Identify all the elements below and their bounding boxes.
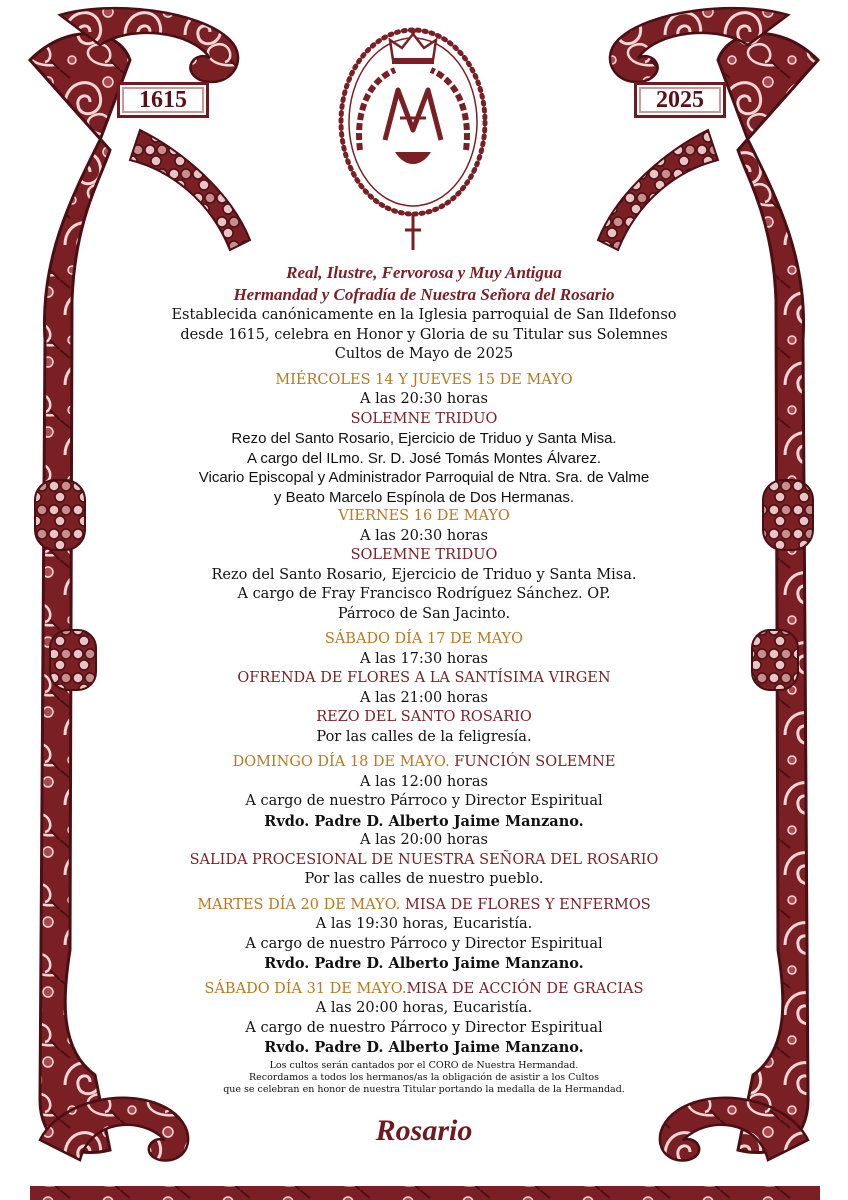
event-heading: [150, 896, 698, 916]
cross-icon: [405, 214, 421, 250]
event-date: MARTES DÍA 20 DE MAYO.: [197, 896, 401, 913]
event-time: A las 20:30 horas: [360, 391, 488, 407]
event-time: A las 20:00 horas, Eucaristía.: [315, 1000, 533, 1016]
event-date: SÁBADO DÍA 17 DE MAYO: [324, 631, 524, 647]
event-detail: Rezo del Santo Rosario, Ejercicio de Triduo y Santa Misa.: [211, 566, 637, 583]
event-title: FUNCIÓN SOLEMNE: [449, 754, 616, 770]
event-detail: Por las calles de nuestro pueblo.: [304, 871, 544, 887]
brotherhood-title-line-1: Real, Ilustre, Fervorosa y Muy Antigua: [286, 263, 562, 282]
event-detail: Rezo del Santo Rosario, Ejercicio de Triduo y Santa Misa.: [231, 430, 617, 447]
event-detail: A cargo de nuestro Párroco y Director Espiritual: [245, 935, 603, 952]
event-time: A las 17:30 horas: [360, 650, 488, 667]
event-time: A las 19:30 horas, Eucaristía.: [315, 916, 533, 932]
event-title: SOLEMNE TRIDUO: [350, 410, 498, 427]
event-detail: Por las calles de la feligresía.: [316, 728, 532, 745]
event-detail: A cargo del ILmo. Sr. D. José Tomás Montes Álvarez.: [246, 449, 602, 467]
event-heading: [150, 980, 698, 1000]
footnote-line: Los cultos serán cantados por el CORO de Nuestra Hermandad.: [269, 1059, 579, 1071]
worship-schedule: [150, 262, 698, 1096]
event-detail: A cargo de Fray Francisco Rodríguez Sánchez. OP.: [237, 586, 611, 602]
event-title: MISA DE FLORES Y ENFERMOS: [400, 896, 651, 913]
event-date: DOMINGO DÍA 18 DE MAYO.: [232, 754, 450, 770]
event-time: A las 12:00 horas: [360, 773, 488, 790]
celebrant-name: Rvdo. Padre D. Alberto Jaime Manzano.: [264, 812, 584, 830]
event-date: VIERNES 16 DE MAYO: [338, 508, 510, 524]
celebrant-name: Rvdo. Padre D. Alberto Jaime Manzano.: [264, 955, 584, 972]
brotherhood-title-line-2: Hermandad y Cofradía de Nuestra Señora del Rosario: [233, 285, 615, 304]
event-time: A las 21:00 horas: [360, 689, 488, 706]
celebrant-name: Rvdo. Padre D. Alberto Jaime Manzano.: [264, 1039, 584, 1056]
event-title: REZO DEL SANTO ROSARIO: [316, 709, 532, 725]
event-title: OFRENDA DE FLORES A LA SANTÍSIMA VIRGEN: [237, 670, 611, 686]
event-heading: [150, 753, 698, 773]
event-title: SALIDA PROCESIONAL DE NUESTRA SEÑORA DEL ROSARIO: [189, 851, 659, 868]
year-current-plaque: 2025: [634, 82, 726, 118]
event-title: SOLEMNE TRIDUO: [350, 547, 498, 563]
event-title: MISA DE ACCIÓN DE GRACIAS: [406, 980, 644, 997]
event-time: A las 20:30 horas: [360, 527, 488, 544]
footnote-line: Recordamos a todos los hermanos/as la obligación de asistir a los Cultos: [248, 1071, 600, 1083]
intro-line: Cultos de Mayo de 2025: [334, 346, 514, 362]
event-detail: A cargo de nuestro Párroco y Director Espiritual: [245, 1019, 603, 1036]
rosario-signature: Rosario: [375, 1114, 473, 1147]
event-detail: Párroco de San Jacinto.: [337, 605, 511, 622]
event-time: A las 20:00 horas: [360, 832, 488, 848]
event-date: MIÉRCOLES 14 Y JUEVES 15 DE MAYO: [275, 371, 573, 388]
intro-line: desde 1615, celebra en Honor y Gloria de su Titular sus Solemnes: [180, 326, 668, 343]
event-date: SÁBADO DÍA 31 DE MAYO.: [204, 980, 407, 997]
year-founded-plaque: 1615: [117, 82, 209, 118]
event-detail: A cargo de nuestro Párroco y Director Espiritual: [245, 793, 603, 809]
footnote-line: que se celebran en honor de nuestra Titular portando la medalla de la Hermandad.: [223, 1083, 625, 1095]
event-detail: Vicario Episcopal y Administrador Parroquial de Ntra. Sra. de Valme: [198, 469, 650, 486]
event-detail: y Beato Marcelo Espínola de Dos Hermanas.: [273, 488, 575, 506]
intro-line: Establecida canónicamente en la Iglesia parroquial de San Ildefonso: [171, 307, 677, 323]
footnotes: [150, 1060, 698, 1096]
